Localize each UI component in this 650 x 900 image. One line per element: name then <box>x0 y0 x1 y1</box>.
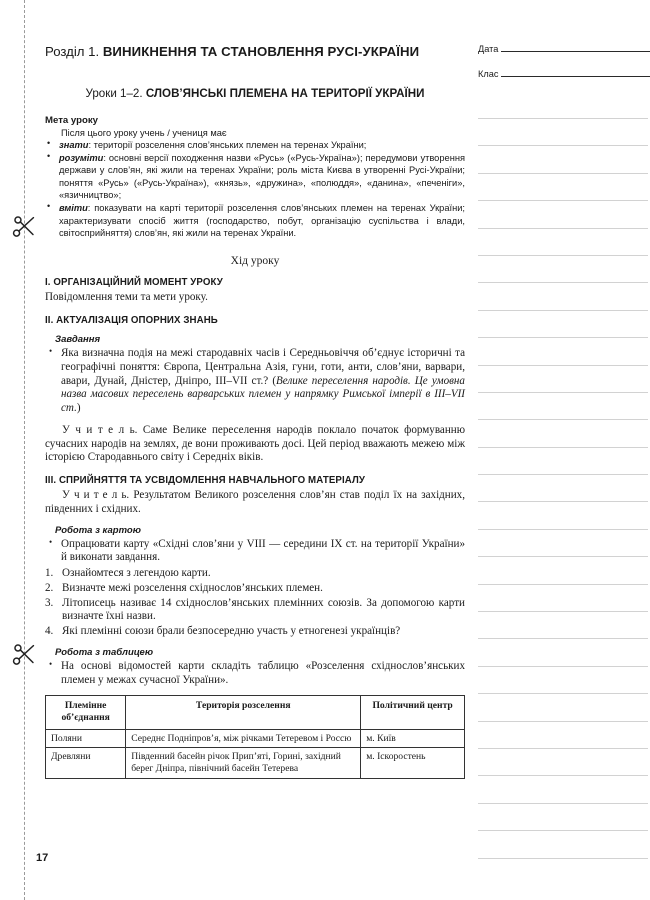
lesson-title-text: СЛОВ’ЯНСЬКІ ПЛЕМЕНА НА ТЕРИТОРІЇ УКРАЇНИ <box>145 86 425 100</box>
teacher-text: Саме Велике переселення народів поклало початок формуванню сучасних народів на землях, де вони проживають досі. Цей період вважають межею між історією Стародавнього світу і Середніх віків. <box>45 423 465 464</box>
task-tail: ) <box>76 402 81 415</box>
class-label: Клас <box>478 69 499 79</box>
cell-territory: Середнє Подніпров’я, між річками Тетеревом і Россю <box>126 729 361 748</box>
goal-item-lead: розуміти <box>59 152 104 163</box>
note-write-line[interactable] <box>478 200 648 201</box>
lesson-flow-heading: Хід уроку <box>230 255 280 268</box>
note-write-line[interactable] <box>478 611 648 612</box>
table-row <box>46 729 465 748</box>
cell-tribe: Поляни <box>46 729 126 748</box>
goal-item-sep: : <box>103 152 106 163</box>
note-write-line[interactable] <box>478 392 648 393</box>
note-write-line[interactable] <box>478 775 648 776</box>
settlement-table <box>45 695 465 779</box>
map-bullet-item: • Опрацювати карту «Східні слов’яни у VIII — середини IX ст. на території України» й виконати завдання. <box>45 538 465 566</box>
table-row <box>46 748 465 778</box>
section-1-heading: I. ОРГАНІЗАЦІЙНИЙ МОМЕНТ УРОКУ <box>45 277 223 289</box>
goal-item-sep: : <box>88 139 92 150</box>
cell-center: м. Іскоростень <box>361 748 465 778</box>
lesson-number: Уроки 1–2. <box>85 86 143 100</box>
note-write-line[interactable] <box>478 255 648 256</box>
teacher-text: Результатом Великого розселення слов’ян став поділ їх на західних, південних і східних. <box>45 489 465 515</box>
table-bullet-list <box>45 660 465 688</box>
cell-territory: Південний басейн річок Прип’яті, Горині, західний берег Дніпра, північний басейн Тетерева <box>126 748 361 778</box>
note-write-line[interactable] <box>478 419 648 420</box>
teacher-note-2 <box>45 489 465 517</box>
goal-item-lead: вміти <box>59 203 88 214</box>
task-answer: Велике переселення народів. Це умовна назва масових переселень варварських племен у напрямку Римської імперії в III–VII ст. <box>61 374 465 415</box>
note-write-line[interactable] <box>478 447 648 448</box>
table-header-tribe: Племінне об’єднання <box>46 696 126 729</box>
chapter-title-text: ВИНИКНЕННЯ ТА СТАНОВЛЕННЯ РУСІ-УКРАЇНИ <box>102 44 420 59</box>
ruled-note-lines <box>478 118 648 885</box>
note-write-line[interactable] <box>478 337 648 338</box>
cut-guide-line <box>24 0 25 900</box>
goal-intro: Після цього уроку учень / учениця має <box>61 127 227 138</box>
scissors-icon <box>10 640 40 670</box>
lesson-content <box>45 44 465 779</box>
map-task-list <box>45 567 465 639</box>
chapter-number: Розділ 1. <box>45 44 100 59</box>
table-header-row <box>46 696 465 729</box>
note-write-line[interactable] <box>478 693 648 694</box>
map-work-label: Робота з картою <box>55 524 141 536</box>
goal-item-sep: : <box>87 203 91 214</box>
note-write-line[interactable] <box>478 474 648 475</box>
goal-item-text: показувати на карті території розселення слов’янських племен на теренах України; характеризувати спосіб життя (господарство, побут, організацію суспільства і влади, світосприйняття) слов’ян, які жили на теренах України. <box>59 203 465 239</box>
chapter-heading <box>45 44 465 61</box>
map-task-item: Визначте межі розселення східнослов’янських племен. <box>62 581 323 594</box>
goal-item-lead: знати <box>59 139 89 150</box>
note-write-line[interactable] <box>478 228 648 229</box>
note-write-line[interactable] <box>478 638 648 639</box>
goal-heading: Мета уроку <box>45 114 98 126</box>
note-write-line[interactable] <box>478 118 648 119</box>
note-write-line[interactable] <box>478 830 648 831</box>
note-write-line[interactable] <box>478 584 648 585</box>
note-write-line[interactable] <box>478 858 648 859</box>
goal-item <box>45 139 465 151</box>
class-write-line[interactable] <box>501 76 650 77</box>
teacher-label: У ч и т е л ь. <box>62 423 138 436</box>
note-write-line[interactable] <box>478 310 648 311</box>
goal-item-text: території розселення слов’янських племен на теренах України; <box>91 139 367 150</box>
date-label: Дата <box>478 44 499 54</box>
table-bullet-item: • На основі відомостей карти складіть таблицю «Розселення східнослов’янських племен у межах сучасної України». <box>45 660 465 688</box>
goal-item-text: основні версії походження назви «Русь» («Русь-Україна»); передумови утворення держави у слов’ян, які жили на теренах України; роль міста Києва в утворенні Русі-України; поняття «Русь» («Русь-Україна»), «князь», «дружина», «полюддя», «данина», «печеніги», «язичництво»; <box>59 152 465 200</box>
table-header-center: Політичний центр <box>361 696 465 729</box>
note-write-line[interactable] <box>478 803 648 804</box>
note-write-line[interactable] <box>478 501 648 502</box>
date-write-line[interactable] <box>501 51 650 52</box>
table-header-territory: Територія розселення <box>126 696 361 729</box>
notes-panel <box>478 44 650 94</box>
scissors-icon <box>10 212 40 242</box>
cell-center: м. Київ <box>361 729 465 748</box>
note-write-line[interactable] <box>478 556 648 557</box>
task-item <box>45 347 465 416</box>
teacher-note-1 <box>45 424 465 465</box>
note-write-line[interactable] <box>478 282 648 283</box>
goal-item <box>45 202 465 239</box>
date-field[interactable] <box>478 44 650 54</box>
note-write-line[interactable] <box>478 721 648 722</box>
map-task-item: Які племінні союзи брали безпосередню участь у етногенезі українців? <box>62 625 401 638</box>
note-write-line[interactable] <box>478 365 648 366</box>
teacher-label: У ч и т е л ь. <box>62 489 130 502</box>
note-write-line[interactable] <box>478 145 648 146</box>
cell-tribe: Древляни <box>46 748 126 778</box>
note-write-line[interactable] <box>478 529 648 530</box>
goal-list <box>45 139 465 240</box>
note-write-line[interactable] <box>478 666 648 667</box>
section-1-body: Повідомлення теми та мети уроку. <box>45 291 208 304</box>
task-label: Завдання <box>55 334 101 346</box>
map-task-item: Ознайомтеся з легендою карти. <box>62 567 211 580</box>
page-number: 17 <box>36 852 49 864</box>
map-task-item: Літописець називає 14 східнослов’янських племінних союзів. За допомогою карти визначте їхні назви. <box>62 596 465 623</box>
class-field[interactable] <box>478 69 650 79</box>
task-question: Яка визначна подія на межі стародавніх часів і Середньовіччя об’єднує історичні та географічні поняття: Європа, Центральна Азія, гуни, готи, анти, слов’яни, варвари, авари, Дунай, Дністер, Дніпро, III–VII ст.? ( <box>61 347 465 387</box>
note-write-line[interactable] <box>478 748 648 749</box>
lesson-heading <box>45 87 465 100</box>
table-work-label: Робота з таблицею <box>55 646 154 658</box>
task-list <box>45 347 465 416</box>
goal-item <box>45 152 465 201</box>
section-2-heading: II. АКТУАЛІЗАЦІЯ ОПОРНИХ ЗНАНЬ <box>45 315 218 327</box>
map-bullet-list <box>45 538 465 566</box>
section-3-heading: III. СПРИЙНЯТТЯ ТА УСВІДОМЛЕННЯ НАВЧАЛЬНОГО МАТЕРІАЛУ <box>45 475 366 487</box>
note-write-line[interactable] <box>478 173 648 174</box>
